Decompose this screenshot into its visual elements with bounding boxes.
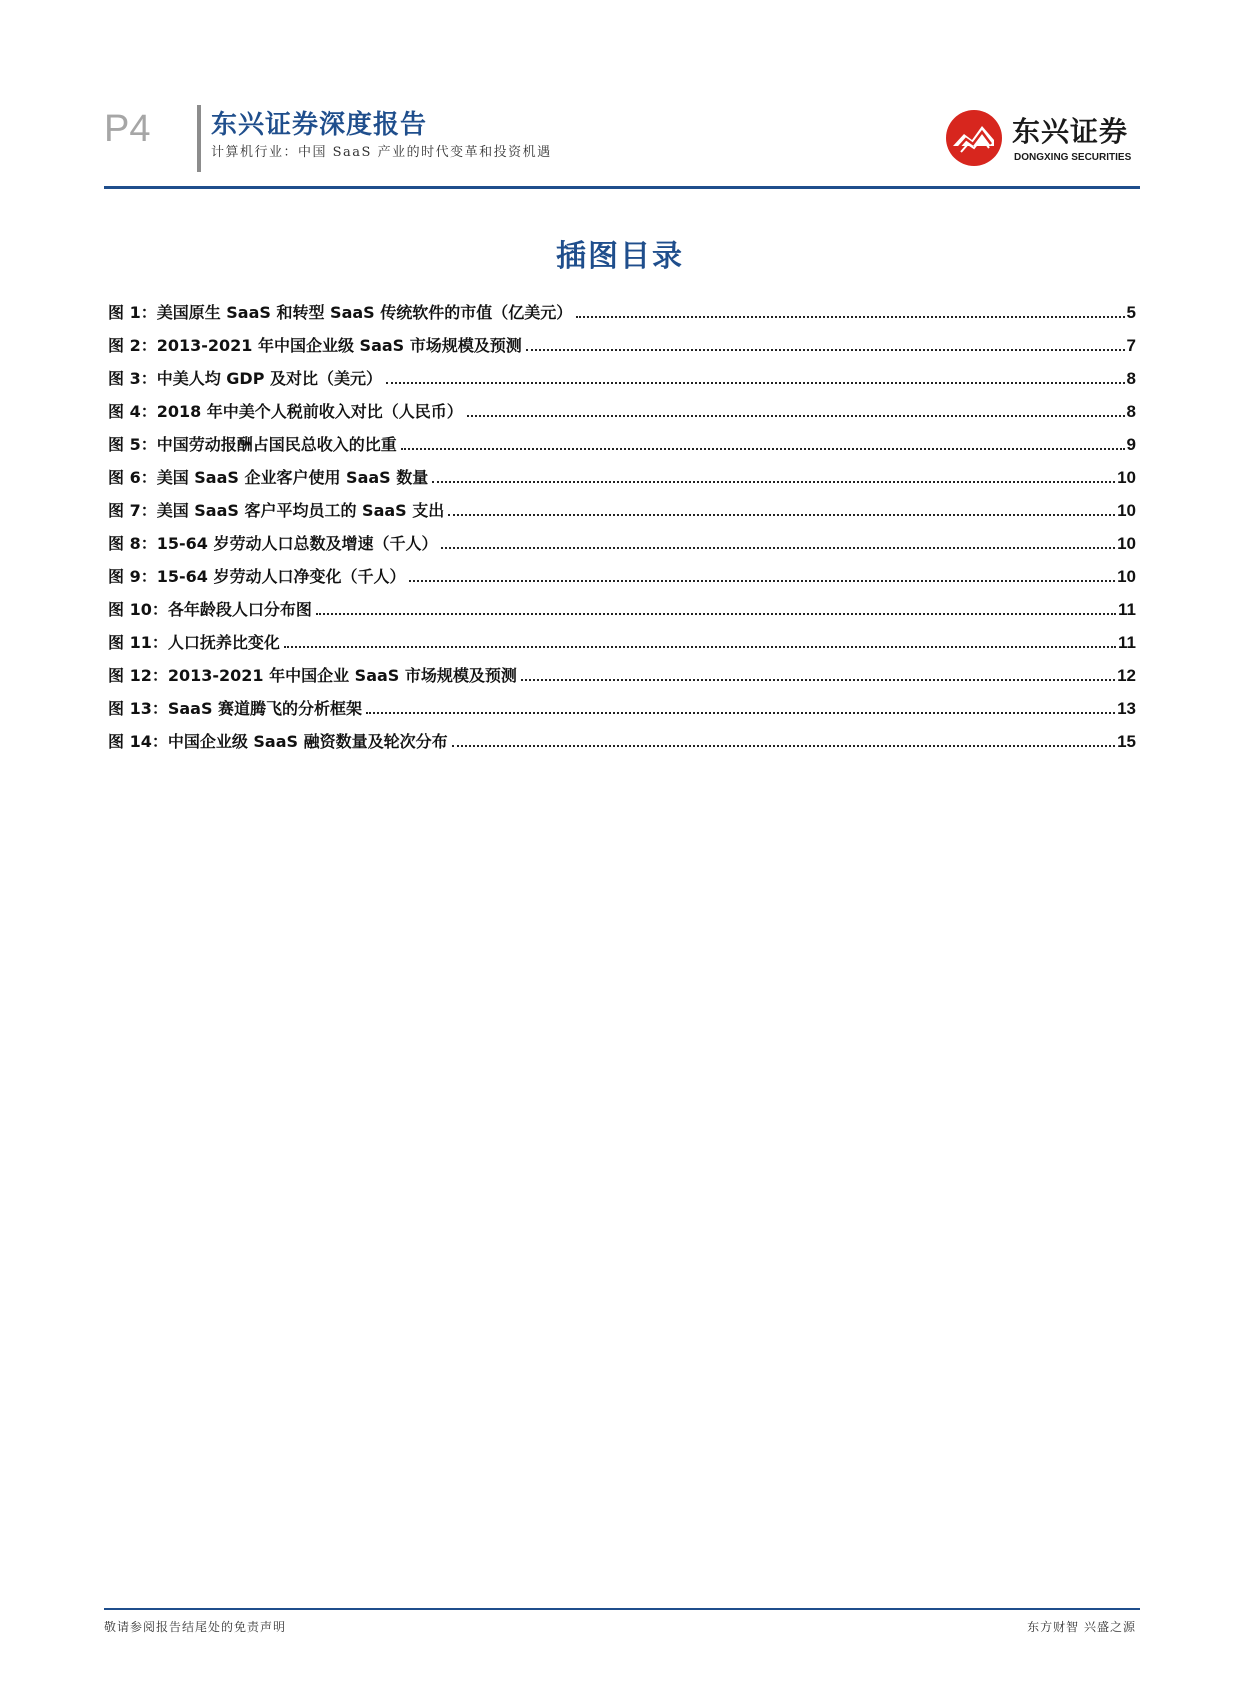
toc-leader-dots bbox=[386, 381, 1125, 384]
toc-item-label: 图 3：中美人均 GDP 及对比（美元） bbox=[108, 369, 382, 388]
dongxing-logo-icon bbox=[944, 108, 1004, 168]
toc-item-page: 8 bbox=[1126, 369, 1136, 388]
toc-item-page: 10 bbox=[1117, 468, 1136, 487]
toc-item-label: 图 10：各年龄段人口分布图 bbox=[108, 600, 312, 619]
toc-item-page: 7 bbox=[1126, 336, 1136, 355]
logo-name-cn: 东兴证券 bbox=[1012, 115, 1129, 148]
header-divider bbox=[197, 105, 201, 172]
toc-item-page: 5 bbox=[1126, 303, 1136, 322]
toc-item-label: 图 11：人口抚养比变化 bbox=[108, 633, 280, 652]
page-number: P4 bbox=[104, 108, 151, 150]
toc-item-page: 11 bbox=[1118, 633, 1136, 652]
report-title: 东兴证券深度报告 bbox=[211, 110, 428, 140]
toc-item-label: 图 6：美国 SaaS 企业客户使用 SaaS 数量 bbox=[108, 468, 429, 487]
report-subtitle: 计算机行业：中国 SaaS 产业的时代变革和投资机遇 bbox=[211, 145, 552, 160]
toc-item[interactable] bbox=[108, 554, 1136, 587]
toc-item-label: 图 8：15-64 岁劳动人口总数及增速（千人） bbox=[108, 534, 438, 553]
toc-leader-dots bbox=[432, 480, 1115, 483]
toc-item-label: 图 1：美国原生 SaaS 和转型 SaaS 传统软件的市值（亿美元） bbox=[108, 303, 573, 322]
footer-slogan: 东方财智 兴盛之源 bbox=[1027, 1620, 1136, 1634]
toc-item-label: 图 5：中国劳动报酬占国民总收入的比重 bbox=[108, 435, 397, 454]
toc-item[interactable] bbox=[108, 587, 1136, 620]
toc-leader-dots bbox=[448, 513, 1115, 516]
toc-leader-dots bbox=[441, 546, 1115, 549]
toc-item-page: 9 bbox=[1126, 435, 1136, 454]
toc-item[interactable] bbox=[108, 719, 1136, 752]
toc-leader-dots bbox=[467, 414, 1125, 417]
toc-leader-dots bbox=[409, 579, 1115, 582]
header-rule bbox=[104, 186, 1140, 189]
toc-item-label: 图 4：2018 年中美个人税前收入对比（人民币） bbox=[108, 402, 463, 421]
toc-item-page: 10 bbox=[1117, 567, 1136, 586]
toc-item[interactable] bbox=[108, 389, 1136, 422]
toc-item-page: 12 bbox=[1117, 666, 1136, 685]
toc-item-label: 图 7：美国 SaaS 客户平均员工的 SaaS 支出 bbox=[108, 501, 445, 520]
toc-item[interactable] bbox=[108, 356, 1136, 389]
toc-leader-dots bbox=[401, 447, 1125, 450]
toc-item-label: 图 2：2013-2021 年中国企业级 SaaS 市场规模及预测 bbox=[108, 336, 522, 355]
toc-item-page: 8 bbox=[1126, 402, 1136, 421]
toc-item[interactable] bbox=[108, 323, 1136, 356]
toc-item-label: 图 12：2013-2021 年中国企业 SaaS 市场规模及预测 bbox=[108, 666, 517, 685]
toc-leader-dots bbox=[521, 678, 1115, 681]
toc-item[interactable] bbox=[108, 422, 1136, 455]
toc-item[interactable] bbox=[108, 521, 1136, 554]
toc-leader-dots bbox=[284, 645, 1116, 648]
figure-toc-list bbox=[108, 290, 1136, 752]
toc-item[interactable] bbox=[108, 455, 1136, 488]
toc-item[interactable] bbox=[108, 620, 1136, 653]
toc-item[interactable] bbox=[108, 653, 1136, 686]
toc-item-label: 图 9：15-64 岁劳动人口净变化（千人） bbox=[108, 567, 406, 586]
logo-name-en: DONGXING SECURITIES bbox=[1014, 152, 1132, 163]
toc-item-page: 13 bbox=[1117, 699, 1136, 718]
toc-item-page: 10 bbox=[1117, 534, 1136, 553]
toc-item[interactable] bbox=[108, 488, 1136, 521]
toc-item-page: 11 bbox=[1118, 600, 1136, 619]
toc-leader-dots bbox=[366, 711, 1115, 714]
toc-leader-dots bbox=[316, 612, 1116, 615]
company-logo bbox=[944, 108, 1144, 168]
toc-item-label: 图 13：SaaS 赛道腾飞的分析框架 bbox=[108, 699, 363, 718]
toc-leader-dots bbox=[452, 744, 1115, 747]
toc-leader-dots bbox=[576, 315, 1124, 318]
toc-item-page: 10 bbox=[1117, 501, 1136, 520]
toc-title: 插图目录 bbox=[556, 239, 684, 274]
footer-disclaimer: 敬请参阅报告结尾处的免责声明 bbox=[104, 1620, 287, 1634]
toc-leader-dots bbox=[526, 348, 1125, 351]
footer-rule bbox=[104, 1608, 1140, 1610]
toc-item-page: 15 bbox=[1117, 732, 1136, 751]
toc-item[interactable] bbox=[108, 290, 1136, 323]
toc-item-label: 图 14：中国企业级 SaaS 融资数量及轮次分布 bbox=[108, 732, 448, 751]
toc-item[interactable] bbox=[108, 686, 1136, 719]
